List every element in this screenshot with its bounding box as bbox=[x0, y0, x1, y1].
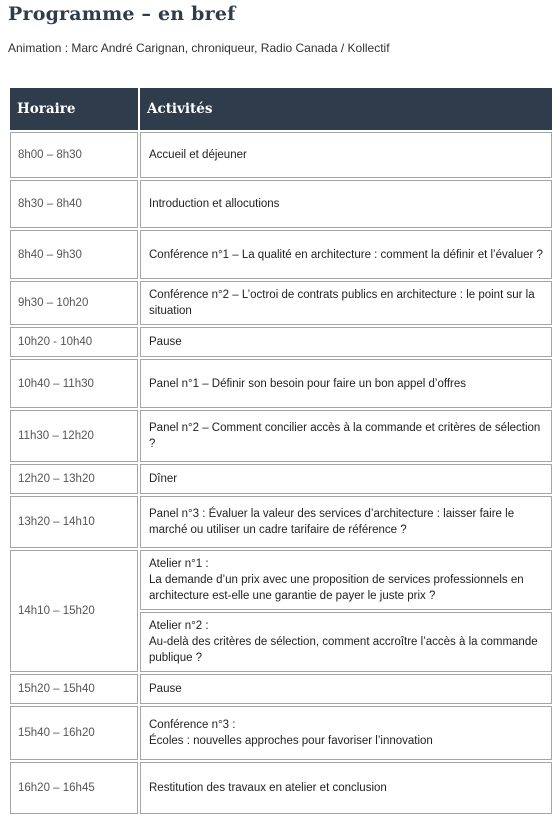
atelier-2-text: Au-delà des critères de sélection, comment accroître l’accès à la commande publique ? bbox=[149, 636, 538, 664]
activity-cell: Dîner bbox=[140, 464, 552, 494]
activity-cell: Conférence n°1 – La qualité en architecture : comment la définir et l’évaluer ? bbox=[140, 230, 552, 279]
page-title: Programme – en bref bbox=[8, 3, 236, 25]
table-header-row bbox=[10, 88, 552, 130]
activity-cell: Panel n°3 : Évaluer la valeur des services d’architecture : laisser faire le marché ou utiliser un cadre tarifaire de référence ? bbox=[140, 496, 552, 548]
time-cell: 8h40 – 9h30 bbox=[10, 230, 138, 279]
table-row bbox=[10, 180, 552, 228]
time-cell: 8h30 – 8h40 bbox=[10, 180, 138, 228]
table-row bbox=[10, 550, 552, 610]
time-cell: 11h30 – 12h20 bbox=[10, 410, 138, 462]
activity-cell: Pause bbox=[140, 674, 552, 704]
table-row bbox=[10, 327, 552, 357]
page-subtitle: Animation : Marc André Carignan, chroniqueur, Radio Canada / Kollectif bbox=[8, 41, 390, 55]
conference-3-title: Conférence n°3 : bbox=[149, 719, 236, 731]
time-cell: 13h20 – 14h10 bbox=[10, 496, 138, 548]
time-cell: 15h40 – 16h20 bbox=[10, 706, 138, 760]
table-row bbox=[10, 706, 552, 760]
table-row bbox=[10, 674, 552, 704]
activity-cell: Conférence n°2 – L’octroi de contrats publics en architecture : le point sur la situation bbox=[140, 281, 552, 325]
time-cell: 8h00 – 8h30 bbox=[10, 132, 138, 178]
time-cell: 10h20 - 10h40 bbox=[10, 327, 138, 357]
programme-table bbox=[8, 86, 554, 816]
time-cell: 15h20 – 15h40 bbox=[10, 674, 138, 704]
activity-cell-atelier-2 bbox=[140, 612, 552, 672]
atelier-1-text: La demande d’un prix avec une proposition de services professionnels en architecture est-elle une garantie de payer le juste prix ? bbox=[149, 574, 524, 602]
atelier-1-title: Atelier n°1 : bbox=[149, 558, 209, 570]
table-row bbox=[10, 410, 552, 462]
column-header-horaire: Horaire bbox=[10, 88, 138, 130]
table-row bbox=[10, 496, 552, 548]
activity-cell: Introduction et allocutions bbox=[140, 180, 552, 228]
conference-3-text: Écoles : nouvelles approches pour favoriser l’innovation bbox=[149, 735, 433, 747]
activity-cell: Pause bbox=[140, 327, 552, 357]
time-cell: 12h20 – 13h20 bbox=[10, 464, 138, 494]
atelier-2-title: Atelier n°2 : bbox=[149, 620, 209, 632]
time-cell: 10h40 – 11h30 bbox=[10, 359, 138, 408]
time-cell: 9h30 – 10h20 bbox=[10, 281, 138, 325]
table-row bbox=[10, 281, 552, 325]
table-row bbox=[10, 230, 552, 279]
column-header-activites: Activités bbox=[140, 88, 552, 130]
table-row bbox=[10, 132, 552, 178]
activity-cell: Accueil et déjeuner bbox=[140, 132, 552, 178]
activity-cell: Panel n°1 – Définir son besoin pour faire un bon appel d’offres bbox=[140, 359, 552, 408]
activity-cell: Panel n°2 – Comment concilier accès à la commande et critères de sélection ? bbox=[140, 410, 552, 462]
table-row bbox=[10, 762, 552, 814]
table-row bbox=[10, 464, 552, 494]
table-row bbox=[10, 359, 552, 408]
time-cell: 14h10 – 15h20 bbox=[10, 550, 138, 672]
activity-cell-atelier-1 bbox=[140, 550, 552, 610]
time-cell: 16h20 – 16h45 bbox=[10, 762, 138, 814]
activity-cell: Restitution des travaux en atelier et conclusion bbox=[140, 762, 552, 814]
activity-cell bbox=[140, 706, 552, 760]
